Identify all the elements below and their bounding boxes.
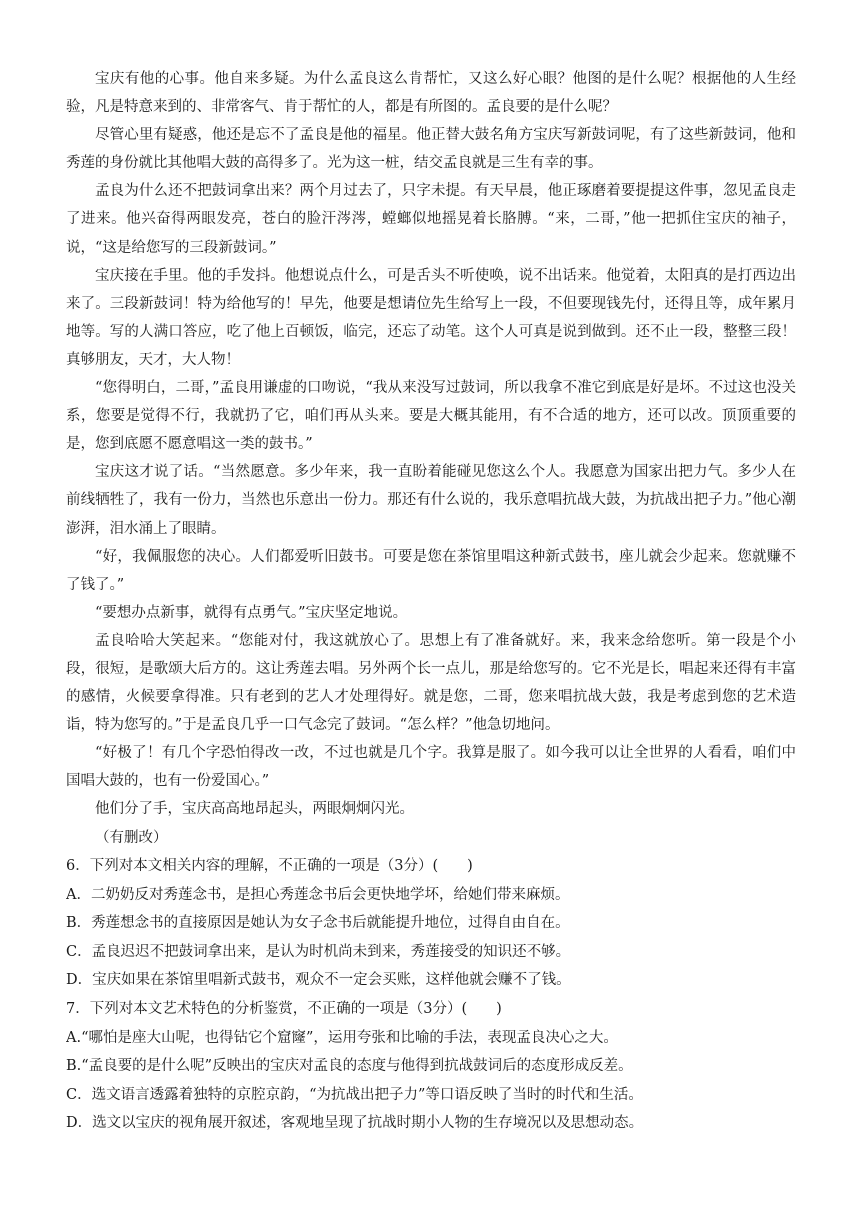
- passage-paragraph: “好极了！有几个字恐怕得改一改，不过也就是几个字。我算是服了。如今我可以让全世界的人看看，咱们中国唱大鼓的，也有一份爱国心。”: [66, 745, 796, 790]
- passage-paragraph: 孟良为什么还不把鼓词拿出来？两个月过去了，只字未提。有天早晨，他正琢磨着要提提这件事，忽见孟良走了进来。他兴奋得两眼发亮，苍白的脸汗涔涔，螳螂似地摇晃着长胳膊。“来，二哥，”他一把抓住宝庆的袖子，说，“这是给您写的三段新鼓词。”: [66, 183, 796, 256]
- passage-paragraph: “您得明白，二哥，”孟良用谦虚的口吻说，“我从来没写过鼓词，所以我拿不准它到底是好是坏。不过这也没关系，您要是觉得不行，我就扔了它，咱们再从头来。要是大概其能用，有不合适的地方，还可以改。顶顶重要的是，您到底愿不愿意唱这一类的鼓书。”: [66, 380, 796, 453]
- reading-passage: [66, 65, 796, 852]
- question-7: [66, 995, 806, 1138]
- option-c[interactable]: C．孟良迟迟不把鼓词拿出来，是认为时机尚未到来，秀莲接受的知识还不够。: [66, 943, 571, 960]
- passage-paragraph: 尽管心里有疑惑，他还是忘不了孟良是他的福星。他正替大鼓名角方宝庆写新鼓词呢，有了这些新鼓词，他和秀莲的身份就比其他唱大鼓的高得多了。光为这一桩，结交孟良就是三生有幸的事。: [66, 127, 796, 172]
- question-stem: 7．下列对本文艺术特色的分析鉴赏，不正确的一项是（3分）( ): [66, 1000, 502, 1017]
- option-a[interactable]: A.“哪怕是座大山呢，也得钻它个窟窿”，运用夸张和比喻的手法，表现孟良决心之大。: [66, 1029, 618, 1046]
- question-stem: 6．下列对本文相关内容的理解，不正确的一项是（3分）( ): [66, 858, 473, 874]
- passage-paragraph: 孟良哈哈大笑起来。“您能对付，我这就放心了。思想上有了准备就好。来，我来念给您听。第一段是个小段，很短，是歌颂大后方的。这让秀莲去唱。另外两个长一点儿，那是给您写的。它不光是长，唱起来还得有丰富的感情，火候要拿得准。只有老到的艺人才处理得好。就是您，二哥，您来唱抗战大鼓，我是考虑到您的艺术造诣，特为您写的。”于是孟良几乎一口气念完了鼓词。“怎么样？”他急切地问。: [66, 632, 796, 734]
- passage-paragraph: 他们分了手，宝庆高高地昂起头，两眼炯炯闪光。: [95, 801, 414, 818]
- source-note: （有删改）: [95, 829, 168, 846]
- passage-paragraph: 宝庆接在手里。他的手发抖。他想说点什么，可是舌头不听使唤，说不出话来。他觉着，太阳真的是打西边出来了。三段新鼓词！特为给他写的！早先，他要是想请位先生给写上一段，不但要现钱先付，还得且等，成年累月地等。写的人满口答应，吃了他上百顿饭，临完，还忘了动笔。这个人可真是说到做到。还不止一段，整整三段！真够朋友，天才，大人物！: [66, 267, 796, 368]
- question-6: [66, 852, 806, 995]
- passage-paragraph: 宝庆有他的心事。他自来多疑。为什么孟良这么肯帮忙，又这么好心眼？他图的是什么呢？根据他的人生经验，凡是特意来到的、非常客气、肯于帮忙的人，都是有所图的。孟良要的是什么呢？: [66, 71, 796, 116]
- passage-paragraph: “要想办点新事，就得有点勇气。”宝庆坚定地说。: [95, 604, 408, 621]
- passage-paragraph: “好，我佩服您的决心。人们都爱听旧鼓书。可要是您在茶馆里唱这种新式鼓书，座儿就会少起来。您就赚不了钱了。”: [66, 548, 796, 593]
- option-a[interactable]: A．二奶奶反对秀莲念书，是担心秀莲念书后会更快地学坏，给她们带来麻烦。: [66, 886, 570, 903]
- option-b[interactable]: B．秀莲想念书的直接原因是她认为女子念书后就能提升地位，过得自由自在。: [66, 915, 570, 932]
- question-list: [66, 852, 806, 1138]
- option-d[interactable]: D．宝庆如果在茶馆里唱新式鼓书，观众不一定会买账，这样他就会赚不了钱。: [66, 972, 571, 989]
- option-d[interactable]: D．选文以宝庆的视角展开叙述，客观地呈现了抗战时期小人物的生存境况以及思想动态。: [66, 1115, 644, 1132]
- option-b[interactable]: B.“孟良要的是什么呢”反映出的宝庆对孟良的态度与他得到抗战鼓词后的态度形成反差。: [66, 1058, 633, 1075]
- passage-paragraph: 宝庆这才说了话。“当然愿意。多少年来，我一直盼着能碰见您这么个人。我愿意为国家出把力气。多少人在前线牺牲了，我有一份力，当然也乐意出一份力。那还有什么说的，我乐意唱抗战大鼓，为抗战出把子力。”他心潮澎湃，泪水涌上了眼睛。: [66, 464, 796, 537]
- option-c[interactable]: C．选文语言透露着独特的京腔京韵，“为抗战出把子力”等口语反映了当时的时代和生活。: [66, 1086, 643, 1103]
